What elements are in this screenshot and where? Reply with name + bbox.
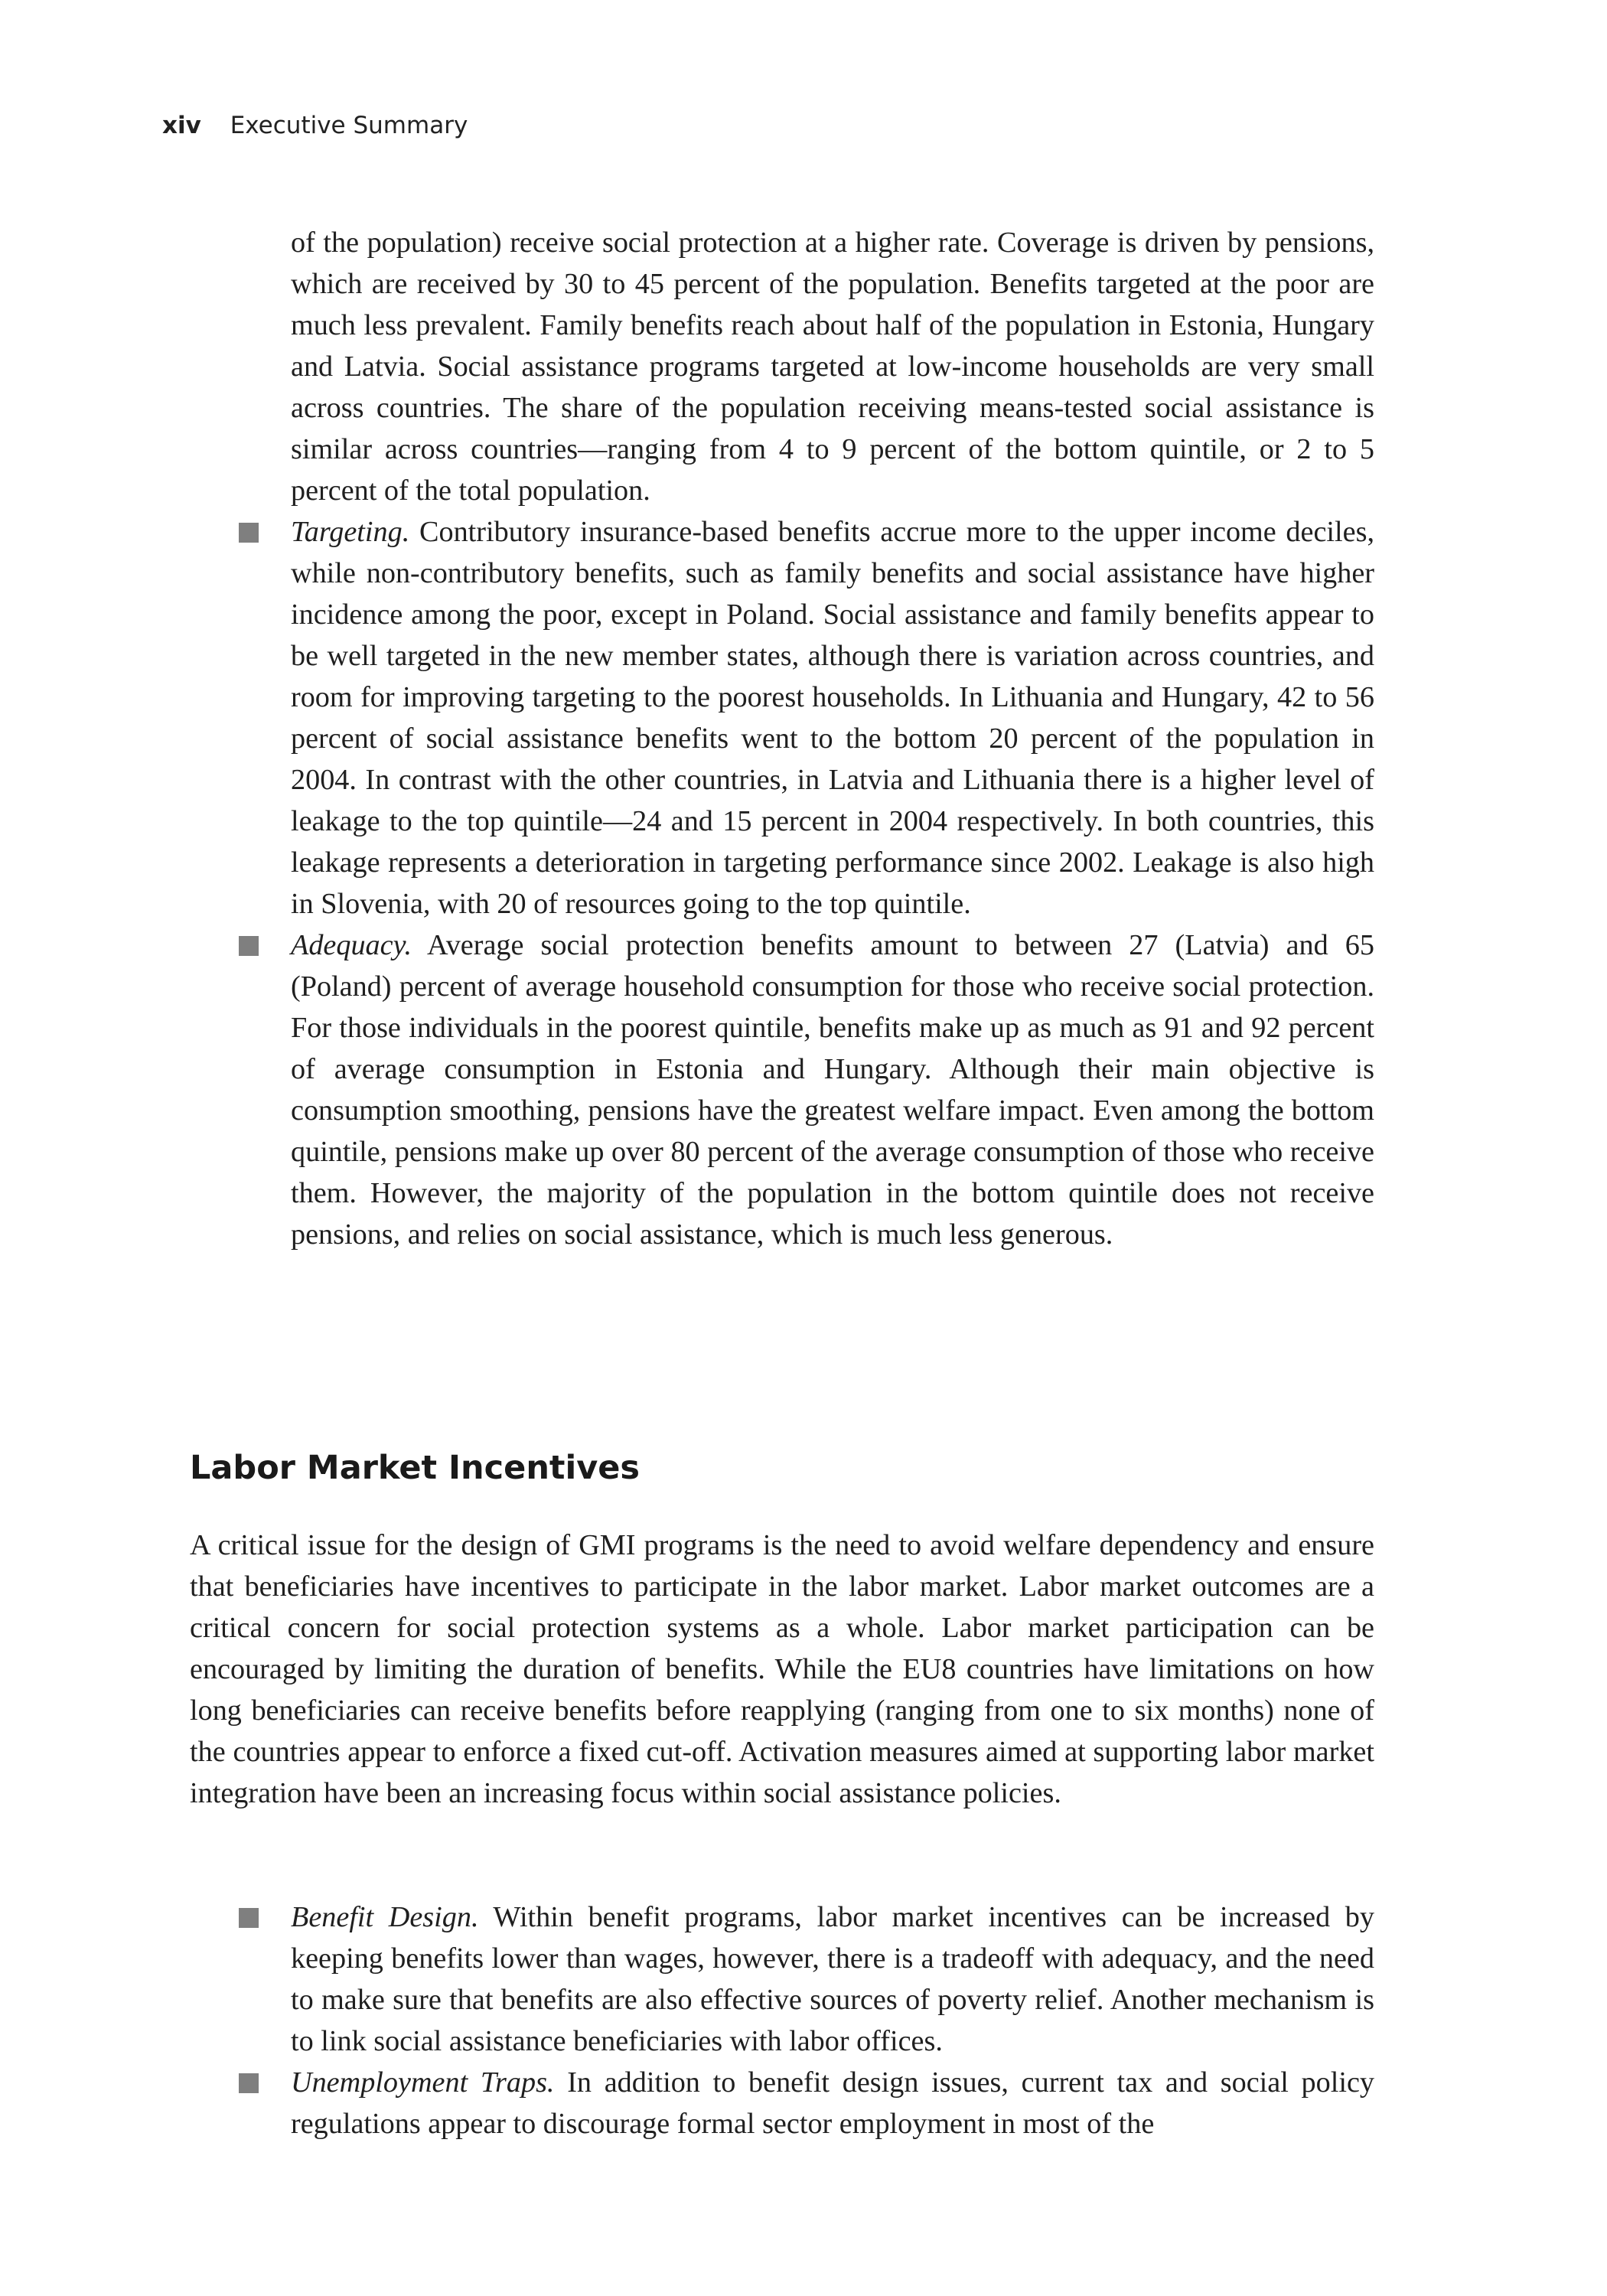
- bullet-text: Contributory insurance-based benefits accrue more to the upper income deciles, while non-contributory benefits, such as family benefits and social assistance have higher incidence among the poor, except in Poland. Social assistance and family benefits appear to be well targeted in the new member states, although there is variation across countries, and room for improving targeting to the poorest households. In Lithuania and Hungary, 42 to 56 percent of social assistance benefits went to the bottom 20 percent of the population in 2004. In contrast with the other countries, in Latvia and Lithuania there is a higher level of leakage to the top quintile—24 and 15 percent in 2004 respectively. In both countries, this leakage represents a deterioration in targeting performance since 2002. Leakage is also high in Slovenia, with 20 of resources going to the top quintile.: [291, 516, 1374, 920]
- bullet-text: Average social protection benefits amount to between 27 (Latvia) and 65 (Poland) percent of average household consumption for those who receive social protection. For those individuals in the poorest quintile, benefits make up as much as 91 and 92 percent of average consumption in Estonia and Hungary. Although their main objective is consumption smoothing, pensions have the greatest welfare impact. Even among the bottom quintile, pensions make up over 80 percent of the average consumption of those who receive them. However, the majority of the population in the bottom quintile does not receive pensions, and relies on social assistance, which is much less generous.: [291, 929, 1374, 1251]
- bullet-list-top: [291, 511, 1374, 1255]
- bullet-text: Within benefit programs, labor market incentives can be increased by keeping benefits lower than wages, however, there is a tradeoff with adequacy, and the need to make sure that benefits are also effective sources of poverty relief. Another mechanism is to link social assistance beneficiaries with labor offices.: [291, 1901, 1374, 2057]
- running-title: Executive Summary: [230, 112, 468, 139]
- bullet-item-targeting: [291, 511, 1374, 925]
- section-heading: Labor Market Incentives: [190, 1449, 641, 1487]
- bullet-item-unemployment-traps: [291, 2062, 1374, 2144]
- square-bullet-icon: [239, 2073, 259, 2093]
- section-intro-paragraph: A critical issue for the design of GMI programs is the need to avoid welfare dependency and ensure that beneficiaries have incentives to participate in the labor market. Labor market outcomes are a critical concern for social protection systems as a whole. Labor market participation can be encouraged by limiting the duration of benefits. While the EU8 countries have limitations on how long beneficiaries can receive benefits before reapplying (ranging from one to six months) none of the countries appear to enforce a fixed cut-off. Activation measures aimed at supporting labor market integration have been an increasing focus within social assistance policies.: [190, 1529, 1374, 1809]
- square-bullet-icon: [239, 1908, 259, 1928]
- bullet-lead: Adequacy.: [291, 929, 412, 961]
- bullet-text: In addition to benefit design issues, current tax and social policy regulations appear to discourage formal sector employment in most of the: [291, 2066, 1374, 2140]
- bullet-lead: Targeting.: [291, 516, 410, 548]
- bullet-lead: Benefit Design.: [291, 1901, 479, 1933]
- bullet-item-adequacy: [291, 925, 1374, 1255]
- bullet-item-benefit-design: [291, 1896, 1374, 2062]
- bullet-lead: Unemployment Traps.: [291, 2066, 555, 2099]
- running-head: [162, 112, 468, 139]
- square-bullet-icon: [239, 523, 259, 543]
- bullet-list-bottom: [291, 1896, 1374, 2144]
- continuation-paragraph: of the population) receive social protection at a higher rate. Coverage is driven by pensions, which are received by 30 to 45 percent of the population. Benefits targeted at the poor are much less prevalent. Family benefits reach about half of the population in Estonia, Hungary and Latvia. Social assistance programs targeted at low-income households are very small across countries. The share of the population receiving means-tested social assistance is similar across countries—ranging from 4 to 9 percent of the bottom quintile, or 2 to 5 percent of the total population.: [291, 227, 1374, 507]
- page-number: xiv: [162, 112, 201, 139]
- square-bullet-icon: [239, 936, 259, 956]
